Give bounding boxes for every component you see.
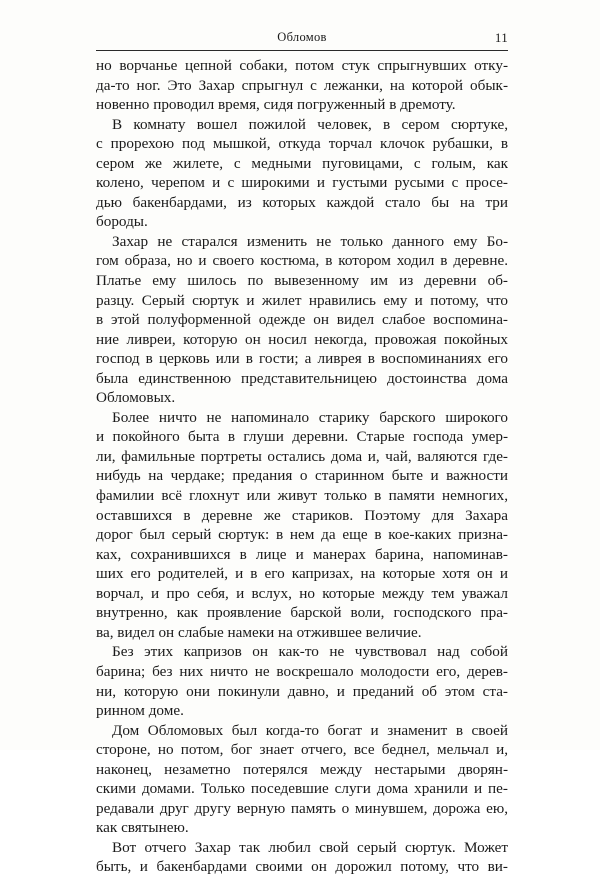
header-rule — [96, 50, 508, 51]
page-number: 11 — [494, 30, 508, 45]
body-text — [96, 56, 508, 877]
text-line: с прорехою под мышкой, откуда торчал клочок рубашки, в — [96, 135, 508, 153]
text-line: господ в церковь или в гости; а ливрея в воспоминаниях его — [96, 350, 508, 368]
text-line: да-то ног. Это Захар спрыгнул с лежанки, на которой обык- — [96, 76, 508, 94]
text-line: фамилии всё глохнут или живут только в памяти немногих, — [96, 487, 508, 505]
text-line: новенно проводил время, сидя погруженный в дремоту. — [96, 96, 456, 114]
running-header — [96, 30, 508, 48]
text-line: редавали друг другу верную память о минувшем, дорожа ею, — [96, 799, 508, 817]
text-line: разцу. Серый сюртук и жилет нравились ему и потому, что — [96, 291, 508, 309]
text-line: в этой полуформенной одежде он видел слабое воспомина- — [96, 311, 508, 329]
text-line: Захар не старался изменить не только данного ему Бо- — [112, 232, 508, 250]
text-line: бороды. — [96, 213, 148, 231]
text-line: ние ливреи, которую он носил некогда, провожая покойных — [96, 330, 508, 348]
text-line: и покойного быта в глуши деревни. Старые господа умер- — [96, 428, 508, 446]
text-line: ни, которую они покинули давно, и преданий об этом ста- — [96, 682, 508, 700]
text-line: Вот отчего Захар так любил свой серый сюртук. Может — [112, 838, 508, 856]
text-line: дорог был серый сюртук: в нем да еще в кое-каких призна- — [96, 526, 508, 544]
text-line: нибудь на чердаке; предания о старинном быте и важности — [96, 467, 508, 485]
text-line: наконец, незаметно потерялся между нестарыми дворян- — [96, 760, 508, 778]
text-line: была единственною представительницею достоинства дома — [96, 369, 508, 387]
text-line: ках, сохранившихся в лице и манерах барина, напоминав- — [96, 545, 508, 563]
text-line: Без этих капризов он как-то не чувствовал над собой — [112, 643, 508, 661]
text-line: ших его родителей, и в его капризах, на которые хотя он и — [96, 565, 508, 583]
text-line: стороне, но потом, бог знает отчего, все беднел, мельчал и, — [96, 741, 508, 759]
text-line: сером же жилете, с медными пуговицами, с голым, как — [96, 154, 508, 172]
text-line: Платье ему шилось по вывезенному им из деревни об- — [96, 272, 508, 290]
text-line: В комнату вошел пожилой человек, в сером сюртуке, — [112, 115, 508, 133]
text-line: дью бакенбардами, из которых каждой стало бы на три — [96, 193, 508, 211]
text-line: как святынею. — [96, 819, 189, 837]
text-line: быть, и бакенбардами своими он дорожил потому, что ви- — [96, 858, 508, 876]
text-line: но ворчанье цепной собаки, потом стук спрыгнувших отку- — [96, 57, 508, 74]
text-line: ринном доме. — [96, 702, 184, 720]
text-line: колено, черепом и с широкими и густыми русыми с просе- — [96, 174, 508, 192]
text-line: барина; без них ничто не воскрешало молодости его, дерев- — [96, 662, 508, 680]
text-line: Дом Обломовых был когда-то богат и знаменит в своей — [112, 721, 508, 739]
text-line: Обломовых. — [96, 389, 176, 407]
text-line: оставшихся в деревне же стариков. Поэтому для Захара — [96, 506, 508, 524]
text-line: Более ничто не напоминало старику барского широкого — [112, 408, 508, 426]
running-title: Обломов — [277, 30, 327, 44]
text-line: внутренно, как проявление барской воли, господского пра- — [96, 604, 508, 622]
text-line: гом образа, но и своего костюма, в котором ходил в деревне. — [96, 252, 508, 270]
text-line: ворчал, и про себя, и вслух, но которые между тем уважал — [96, 584, 508, 602]
text-line: скими домами. Только поседевшие слуги дома хранили и пе- — [96, 780, 508, 798]
text-line: ва, видел он слабые намеки на отжившее величие. — [96, 623, 422, 641]
text-line: ли, фамильные портреты остались дома и, чай, валяются где- — [96, 447, 508, 465]
